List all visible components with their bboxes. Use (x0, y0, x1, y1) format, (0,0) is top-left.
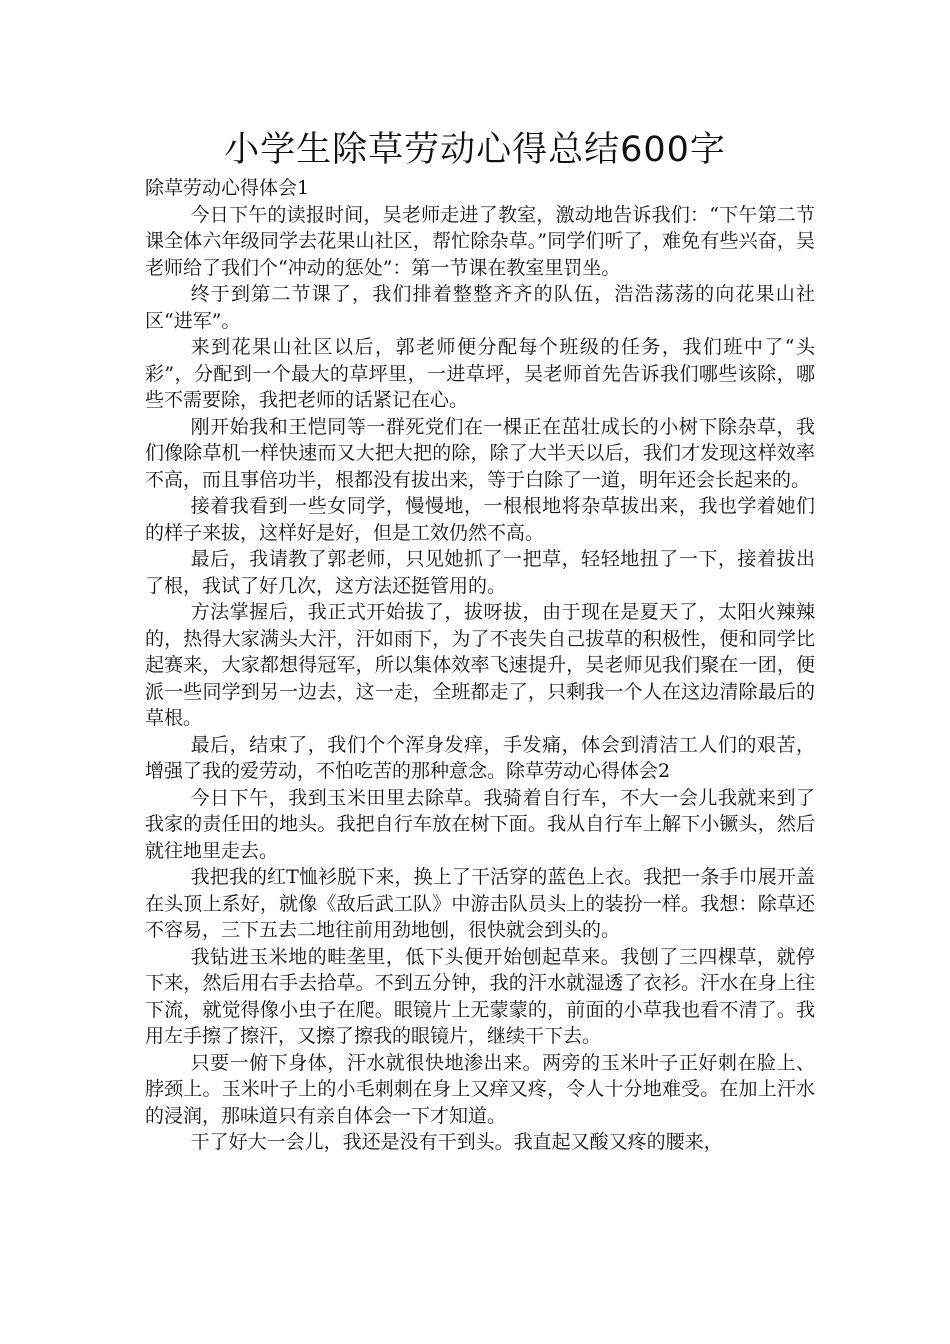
section-heading: 除草劳动心得体会1 (145, 177, 310, 199)
paragraph: 我把我的红T恤衫脱下来，换上了干活穿的蓝色上衣。我把一条手巾展开盖在头顶上系好，就像《敌后武工队》中游击队员头上的装扮一样。我想：除草还不容易，三下五去二地往前用劲地刨，很快就会到头的。 (145, 866, 815, 941)
paragraph: 方法掌握后，我正式开始拔了，拔呀拔，由于现在是夏天了，太阳火辣辣的，热得大家满头大汗，汗如雨下，为了不丧失自己拔草的积极性，便和同学比起赛来，大家都想得冠军，所以集体效率飞速提升，吴老师见我们聚在一团，便派一些同学到另一边去，这一走，全班都走了，只剩我一个人在这边清除最后的草根。 (145, 601, 815, 729)
paragraph: 最后，我请教了郭老师，只见她抓了一把草，轻轻地扭了一下，接着拔出了根，我试了好几次，这方法还挺管用的。 (145, 548, 815, 597)
paragraph: 只要一俯下身体，汗水就很快地渗出来。两旁的玉米叶子正好刺在脸上、脖颈上。玉米叶子上的小毛刺刺在身上又痒又疼，令人十分地难受。在加上汗水的浸润，那味道只有亲自体会一下才知道。 (145, 1051, 815, 1127)
paragraph: 今日下午的读报时间，吴老师走进了教室，激动地告诉我们：“下午第二节课全体六年级同学去花果山社区，帮忙除杂草。”同学们听了，难免有些兴奋，吴老师给了我们个“冲动的惩处”：第一节课在教室里罚坐。 (145, 203, 815, 279)
paragraph: 干了好大一会儿，我还是没有干到头。我直起又酸又疼的腰来， (190, 1131, 723, 1153)
paragraph: 今日下午，我到玉米田里去除草。我骑着自行车，不大一会儿我就来到了我家的责任田的地头。我把自行车放在树下面。我从自行车上解下小镢头，然后就往地里走去。 (145, 786, 815, 862)
paragraph: 来到花果山社区以后，郭老师便分配每个班级的任务，我们班中了“头彩”，分配到一个最大的草坪里，一进草坪，吴老师首先告诉我们哪些该除，哪些不需要除，我把老师的话紧记在心。 (145, 336, 815, 411)
document-title: 小学生除草劳动心得总结600字 (224, 130, 726, 170)
paragraph: 终于到第二节课了，我们排着整整齐齐的队伍，浩浩荡荡的向花果山社区“进军”。 (145, 283, 815, 332)
paragraph: 我钻进玉米地的畦垄里，低下头便开始刨起草来。我刨了三四棵草，就停下来，然后用右手去拾草。不到五分钟，我的汗水就湿透了衣衫。汗水在身上往下流，就觉得像小虫子在爬。眼镜片上无蒙蒙的，前面的小草我也看不清了。我用左手擦了擦汗，又擦了擦我的眼镜片，继续干下去。 (145, 945, 815, 1047)
document-body (145, 175, 815, 1156)
paragraph: 刚开始我和王恺同等一群死党们在一棵正在茁壮成长的小树下除杂草，我们像除草机一样快速而又大把大把的除，除了大半天以后，我们才发现这样效率不高，而且事倍功半，根都没有拔出来，等于白除了一道，明年还会长起来的。 (145, 415, 815, 491)
paragraph: 最后，结束了，我们个个浑身发痒，手发痛，体会到清洁工人们的艰苦，增强了我的爱劳动，不怕吃苦的那种意念。除草劳动心得体会2 (145, 733, 815, 782)
paragraph: 接着我看到一些女同学，慢慢地，一根根地将杂草拔出来，我也学着她们的样子来拔，这样好是好，但是工效仍然不高。 (145, 495, 815, 544)
